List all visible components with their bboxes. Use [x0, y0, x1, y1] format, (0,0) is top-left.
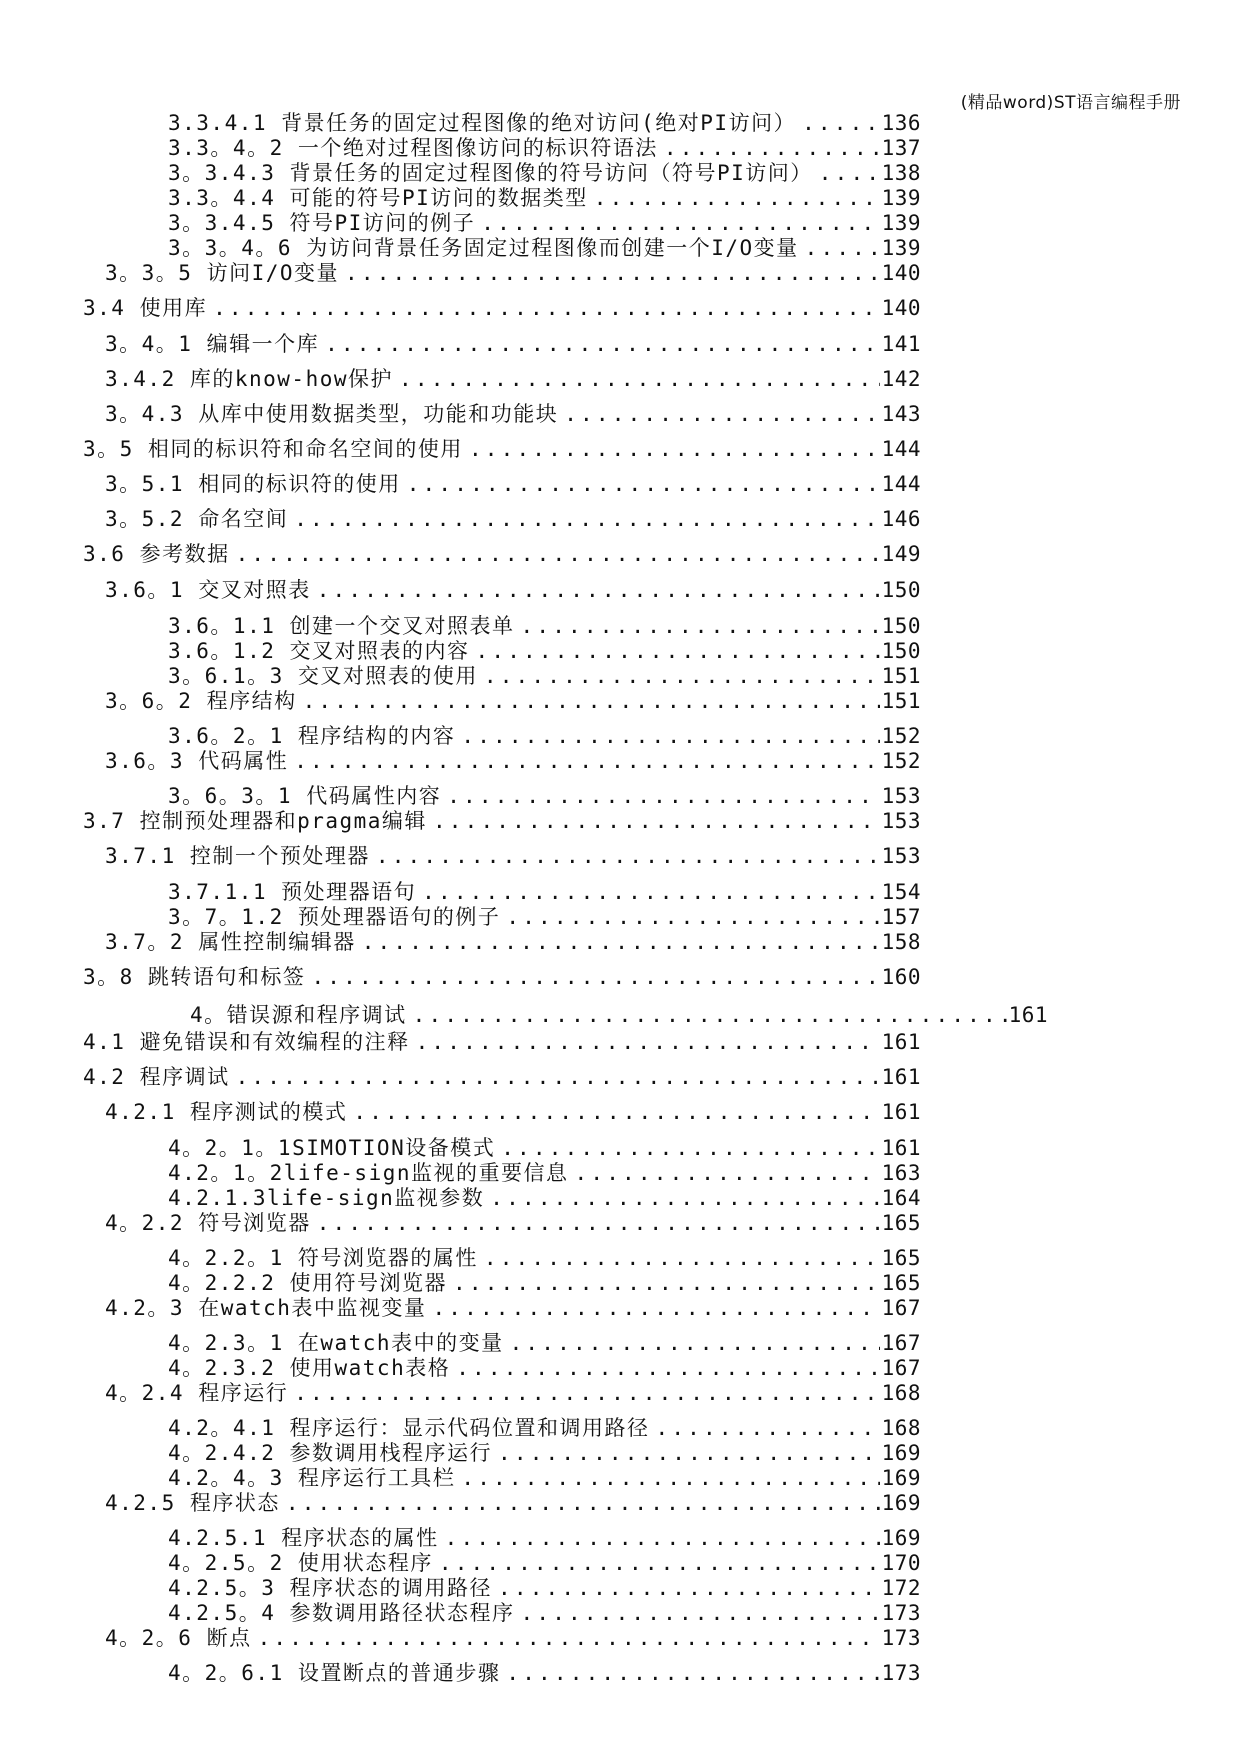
toc-entry[interactable]: [105, 1211, 921, 1235]
toc-leader: [236, 1065, 880, 1089]
toc-entry-title: 4。2.2 符号浏览器: [105, 1211, 311, 1235]
toc-leader: [481, 211, 879, 235]
toc-page-number: 172: [881, 1576, 921, 1600]
toc-leader: [422, 880, 879, 904]
toc-entry-title: 4。2.4.2 参数调用栈程序运行: [168, 1441, 493, 1465]
toc-entry-title: 4.2。1。2life-sign监视的重要信息: [168, 1161, 569, 1185]
toc-entry[interactable]: [105, 1296, 921, 1320]
toc-entry[interactable]: [168, 211, 921, 235]
toc-entry-title: 3。3。4。6 为访问背景任务固定过程图像而创建一个I/O变量: [168, 236, 799, 260]
toc-leader: [413, 1003, 1007, 1027]
toc-page-number: 164: [881, 1186, 921, 1210]
toc-entry[interactable]: [168, 724, 921, 748]
toc-page-number: 140: [881, 296, 921, 320]
toc-entry[interactable]: [105, 749, 921, 773]
toc-entry[interactable]: [168, 1551, 921, 1575]
toc-entry[interactable]: [105, 507, 921, 531]
toc-page-number: 141: [881, 332, 921, 356]
toc-page-number: 143: [881, 402, 921, 426]
toc-page-number: 161: [881, 1030, 921, 1054]
toc-page-number: 150: [881, 639, 921, 663]
toc-leader: [476, 639, 880, 663]
toc-entry[interactable]: [168, 639, 921, 663]
toc-entry[interactable]: [168, 1526, 921, 1550]
toc-leader: [376, 844, 880, 868]
toc-leader: [439, 1551, 880, 1575]
toc-page-number: 152: [881, 724, 921, 748]
toc-entry[interactable]: [83, 296, 921, 320]
toc-leader: [317, 578, 880, 602]
toc-leader: [498, 1441, 880, 1465]
toc-page-number: 150: [881, 578, 921, 602]
toc-entry-title: 3。5.1 相同的标识符的使用: [105, 472, 401, 496]
toc-entry-title: 4。2.2.2 使用符号浏览器: [168, 1271, 448, 1295]
toc-leader: [490, 1186, 879, 1210]
toc-leader: [447, 784, 879, 808]
toc-leader: [510, 1331, 880, 1355]
toc-page-number: 165: [881, 1211, 921, 1235]
toc-page-number: 144: [881, 437, 921, 461]
toc-leader: [399, 367, 880, 391]
toc-entry[interactable]: [168, 1161, 921, 1185]
toc-entry-title: 4.2.1 程序测试的模式: [105, 1100, 348, 1124]
toc-entry-title: 4。错误源和程序调试: [190, 1003, 407, 1027]
toc-leader: [433, 809, 880, 833]
toc-entry[interactable]: [83, 965, 921, 989]
toc-page-number: 169: [881, 1491, 921, 1515]
toc-entry[interactable]: [83, 437, 921, 461]
toc-leader: [294, 507, 879, 531]
toc-entry[interactable]: [168, 664, 921, 688]
toc-entry-title: 3。6.1。3 交叉对照表的使用: [168, 664, 478, 688]
toc-entry-title: 3。5 相同的标识符和命名空间的使用: [83, 437, 463, 461]
toc-leader: [303, 689, 880, 713]
toc-entry-title: 3.6。1.1 创建一个交叉对照表单: [168, 614, 515, 638]
toc-leader: [311, 965, 879, 989]
toc-entry-title: 3.6。3 代码属性: [105, 749, 289, 773]
toc-entry[interactable]: [190, 1003, 1048, 1027]
toc-page-number: 168: [881, 1416, 921, 1440]
toc-leader: [461, 1466, 879, 1490]
toc-leader: [416, 1030, 880, 1054]
toc-leader: [575, 1161, 880, 1185]
toc-page-number: 144: [881, 472, 921, 496]
toc-entry-title: 3。7。1.2 预处理器语句的例子: [168, 905, 501, 929]
toc-leader: [461, 724, 879, 748]
toc-page-number: 137: [881, 136, 921, 160]
toc-leader: [345, 261, 880, 285]
toc-leader: [819, 161, 880, 185]
toc-entry[interactable]: [168, 136, 921, 160]
toc-leader: [325, 332, 879, 356]
toc-leader: [484, 664, 880, 688]
toc-leader: [236, 542, 880, 566]
toc-page-number: 146: [881, 507, 921, 531]
toc-page-number: 153: [881, 844, 921, 868]
toc-leader: [456, 1356, 879, 1380]
toc-page-number: 154: [881, 880, 921, 904]
toc-entry-title: 4。2.2。1 符号浏览器的属性: [168, 1246, 478, 1270]
toc-entry[interactable]: [83, 809, 921, 833]
toc-page-number: 167: [881, 1296, 921, 1320]
toc-page-number: 168: [881, 1381, 921, 1405]
toc-leader: [498, 1576, 880, 1600]
toc-entry[interactable]: [168, 1601, 921, 1625]
toc-leader: [445, 1526, 880, 1550]
toc-entry-title: 3。3.4.3 背景任务的固定过程图像的符号访问（符号PI访问）: [168, 161, 813, 185]
toc-entry[interactable]: [168, 1331, 921, 1355]
toc-leader: [286, 1491, 880, 1515]
toc-leader: [258, 1626, 880, 1650]
toc-entry[interactable]: [168, 905, 921, 929]
toc-leader: [594, 186, 880, 210]
toc-leader: [453, 1271, 880, 1295]
toc-entry-title: 4。2.5。2 使用状态程序: [168, 1551, 433, 1575]
toc-page-number: 158: [881, 930, 921, 954]
toc-page-number: 139: [881, 211, 921, 235]
toc-entry-title: 3。8 跳转语句和标签: [83, 965, 306, 989]
toc-entry[interactable]: [168, 1576, 921, 1600]
toc-entry-title: 3。6。2 程序结构: [105, 689, 297, 713]
toc-entry[interactable]: [83, 542, 921, 566]
toc-page-number: 140: [881, 261, 921, 285]
toc-page-number: 169: [881, 1466, 921, 1490]
toc-entry[interactable]: [105, 472, 921, 496]
toc-entry[interactable]: [105, 402, 921, 426]
toc-entry[interactable]: [168, 1271, 921, 1295]
toc-page-number: 161: [881, 1065, 921, 1089]
toc-page-number: 170: [881, 1551, 921, 1575]
toc-entry[interactable]: [168, 161, 921, 185]
toc-page-number: 165: [881, 1271, 921, 1295]
toc-entry[interactable]: [168, 1186, 921, 1210]
toc-page-number: 139: [881, 236, 921, 260]
toc-entry[interactable]: [168, 1441, 921, 1465]
toc-entry[interactable]: [168, 236, 921, 260]
toc-page-number: 173: [881, 1661, 921, 1685]
toc-entry[interactable]: [168, 1356, 921, 1380]
toc-entry-title: 4。2.3.2 使用watch表格: [168, 1356, 451, 1380]
toc-entry[interactable]: [168, 1466, 921, 1490]
toc-entry-title: 3.3.4.1 背景任务的固定过程图像的绝对访问(绝对PI访问）: [168, 111, 797, 135]
toc-entry-title: 3.7 控制预处理器和pragma编辑: [83, 809, 427, 833]
toc-entry[interactable]: [83, 1065, 921, 1089]
toc-page-number: 153: [881, 784, 921, 808]
toc-entry-title: 4。2。6 断点: [105, 1626, 252, 1650]
toc-page-number: 161: [1008, 1003, 1048, 1027]
toc-entry-title: 3。4.3 从库中使用数据类型，功能和功能块: [105, 402, 559, 426]
toc-leader: [432, 1296, 879, 1320]
toc-entry[interactable]: [105, 930, 921, 954]
toc-entry[interactable]: [83, 1030, 921, 1054]
toc-entry[interactable]: [105, 578, 921, 602]
toc-entry-title: 3。4。1 编辑一个库: [105, 332, 320, 356]
toc-entry[interactable]: [168, 111, 921, 135]
toc-entry-title: 4。2。1。1SIMOTION设备模式: [168, 1136, 496, 1160]
toc-leader: [469, 437, 880, 461]
toc-entry[interactable]: [168, 1246, 921, 1270]
toc-page-number: 150: [881, 614, 921, 638]
toc-page-number: 138: [881, 161, 921, 185]
toc-entry[interactable]: [105, 1100, 921, 1124]
toc-leader: [506, 1661, 879, 1685]
toc-entry-title: 3。5.2 命名空间: [105, 507, 289, 531]
toc-entry-title: 3.6。1 交叉对照表: [105, 578, 311, 602]
toc-leader: [317, 1211, 880, 1235]
toc-entry-title: 4.2.5 程序状态: [105, 1491, 280, 1515]
toc-leader: [362, 930, 880, 954]
toc-entry[interactable]: [105, 1491, 921, 1515]
toc-page-number: 173: [881, 1601, 921, 1625]
toc-page-number: 169: [881, 1526, 921, 1550]
toc-page-number: 169: [881, 1441, 921, 1465]
toc-entry-title: 3。6。3。1 代码属性内容: [168, 784, 442, 808]
toc-leader: [656, 1416, 880, 1440]
toc-entry[interactable]: [105, 1626, 921, 1650]
toc-entry-title: 4。2。6.1 设置断点的普通步骤: [168, 1661, 501, 1685]
toc-entry-title: 4.2.5。4 参数调用路径状态程序: [168, 1601, 515, 1625]
toc-entry[interactable]: [105, 367, 921, 391]
toc-page-number: 163: [881, 1161, 921, 1185]
toc-page-number: 151: [881, 689, 921, 713]
toc-entry-title: 3.7.1 控制一个预处理器: [105, 844, 370, 868]
toc-entry-title: 3。3。5 访问I/O变量: [105, 261, 340, 285]
toc-entry[interactable]: [168, 186, 921, 210]
toc-entry-title: 3.6。2。1 程序结构的内容: [168, 724, 456, 748]
toc-entry-title: 4.2 程序调试: [83, 1065, 230, 1089]
toc-leader: [521, 614, 880, 638]
toc-leader: [407, 472, 880, 496]
toc-entry[interactable]: [105, 261, 921, 285]
toc-entry-title: 4。2.4 程序运行: [105, 1381, 289, 1405]
toc-leader: [506, 905, 879, 929]
toc-entry[interactable]: [105, 689, 921, 713]
toc-entry-title: 4.1 避免错误和有效编程的注释: [83, 1030, 410, 1054]
toc-page-number: 157: [881, 905, 921, 929]
toc-leader: [664, 136, 880, 160]
toc-leader: [805, 236, 880, 260]
toc-leader: [564, 402, 879, 426]
toc-entry[interactable]: [168, 784, 921, 808]
toc-page-number: 152: [881, 749, 921, 773]
toc-entry[interactable]: [168, 880, 921, 904]
toc-entry[interactable]: [168, 1661, 921, 1685]
toc-entry-title: 4.2。3 在watch表中监视变量: [105, 1296, 427, 1320]
toc-page-number: 160: [881, 965, 921, 989]
toc-page-number: 173: [881, 1626, 921, 1650]
toc-entry[interactable]: [168, 614, 921, 638]
toc-entry-title: 4.2.5.1 程序状态的属性: [168, 1526, 439, 1550]
toc-page-number: 161: [881, 1100, 921, 1124]
toc-entry[interactable]: [168, 1136, 921, 1160]
toc-leader: [213, 296, 879, 320]
toc-page-number: 153: [881, 809, 921, 833]
toc-entry-title: 4.2。4.1 程序运行：显示代码位置和调用路径: [168, 1416, 650, 1440]
toc-entry-title: 3.7。2 属性控制编辑器: [105, 930, 356, 954]
toc-entry-title: 3.4.2 库的know-how保护: [105, 367, 394, 391]
toc-leader: [294, 749, 879, 773]
toc-entry-title: 3.6。1.2 交叉对照表的内容: [168, 639, 470, 663]
toc-page-number: 139: [881, 186, 921, 210]
toc-leader: [294, 1381, 879, 1405]
toc-page-number: 167: [881, 1331, 921, 1355]
toc-entry-title: 3.6 参考数据: [83, 542, 230, 566]
toc-page-number: 161: [881, 1136, 921, 1160]
toc-leader: [802, 111, 879, 135]
toc-entry-title: 3.3。4。2 一个绝对过程图像访问的标识符语法: [168, 136, 658, 160]
toc-entry[interactable]: [105, 1381, 921, 1405]
toc-page-number: 151: [881, 664, 921, 688]
toc-page-number: 165: [881, 1246, 921, 1270]
toc-entry-title: 4.2。4。3 程序运行工具栏: [168, 1466, 456, 1490]
toc-entry-title: 3.4 使用库: [83, 296, 208, 320]
toc-entry-title: 4.2.5。3 程序状态的调用路径: [168, 1576, 493, 1600]
toc-leader: [353, 1100, 879, 1124]
toc-page-number: 136: [881, 111, 921, 135]
toc-entry-title: 4.2.1.3life-sign监视参数: [168, 1186, 485, 1210]
toc-entry[interactable]: [105, 332, 921, 356]
toc-leader: [484, 1246, 880, 1270]
toc-page-number: 149: [881, 542, 921, 566]
toc-leader: [501, 1136, 879, 1160]
toc-page-number: 167: [881, 1356, 921, 1380]
toc-page-number: 142: [881, 367, 921, 391]
toc-entry-title: 3.7.1.1 预处理器语句: [168, 880, 417, 904]
toc-entry-title: 4。2.3。1 在watch表中的变量: [168, 1331, 504, 1355]
page-header: (精品word)ST语言编程手册: [960, 93, 1181, 113]
toc-entry[interactable]: [105, 844, 921, 868]
toc-leader: [521, 1601, 880, 1625]
toc-entry-title: 3.3。4.4 可能的符号PI访问的数据类型: [168, 186, 588, 210]
toc-entry-title: 3。3.4.5 符号PI访问的例子: [168, 211, 476, 235]
toc-entry[interactable]: [168, 1416, 921, 1440]
